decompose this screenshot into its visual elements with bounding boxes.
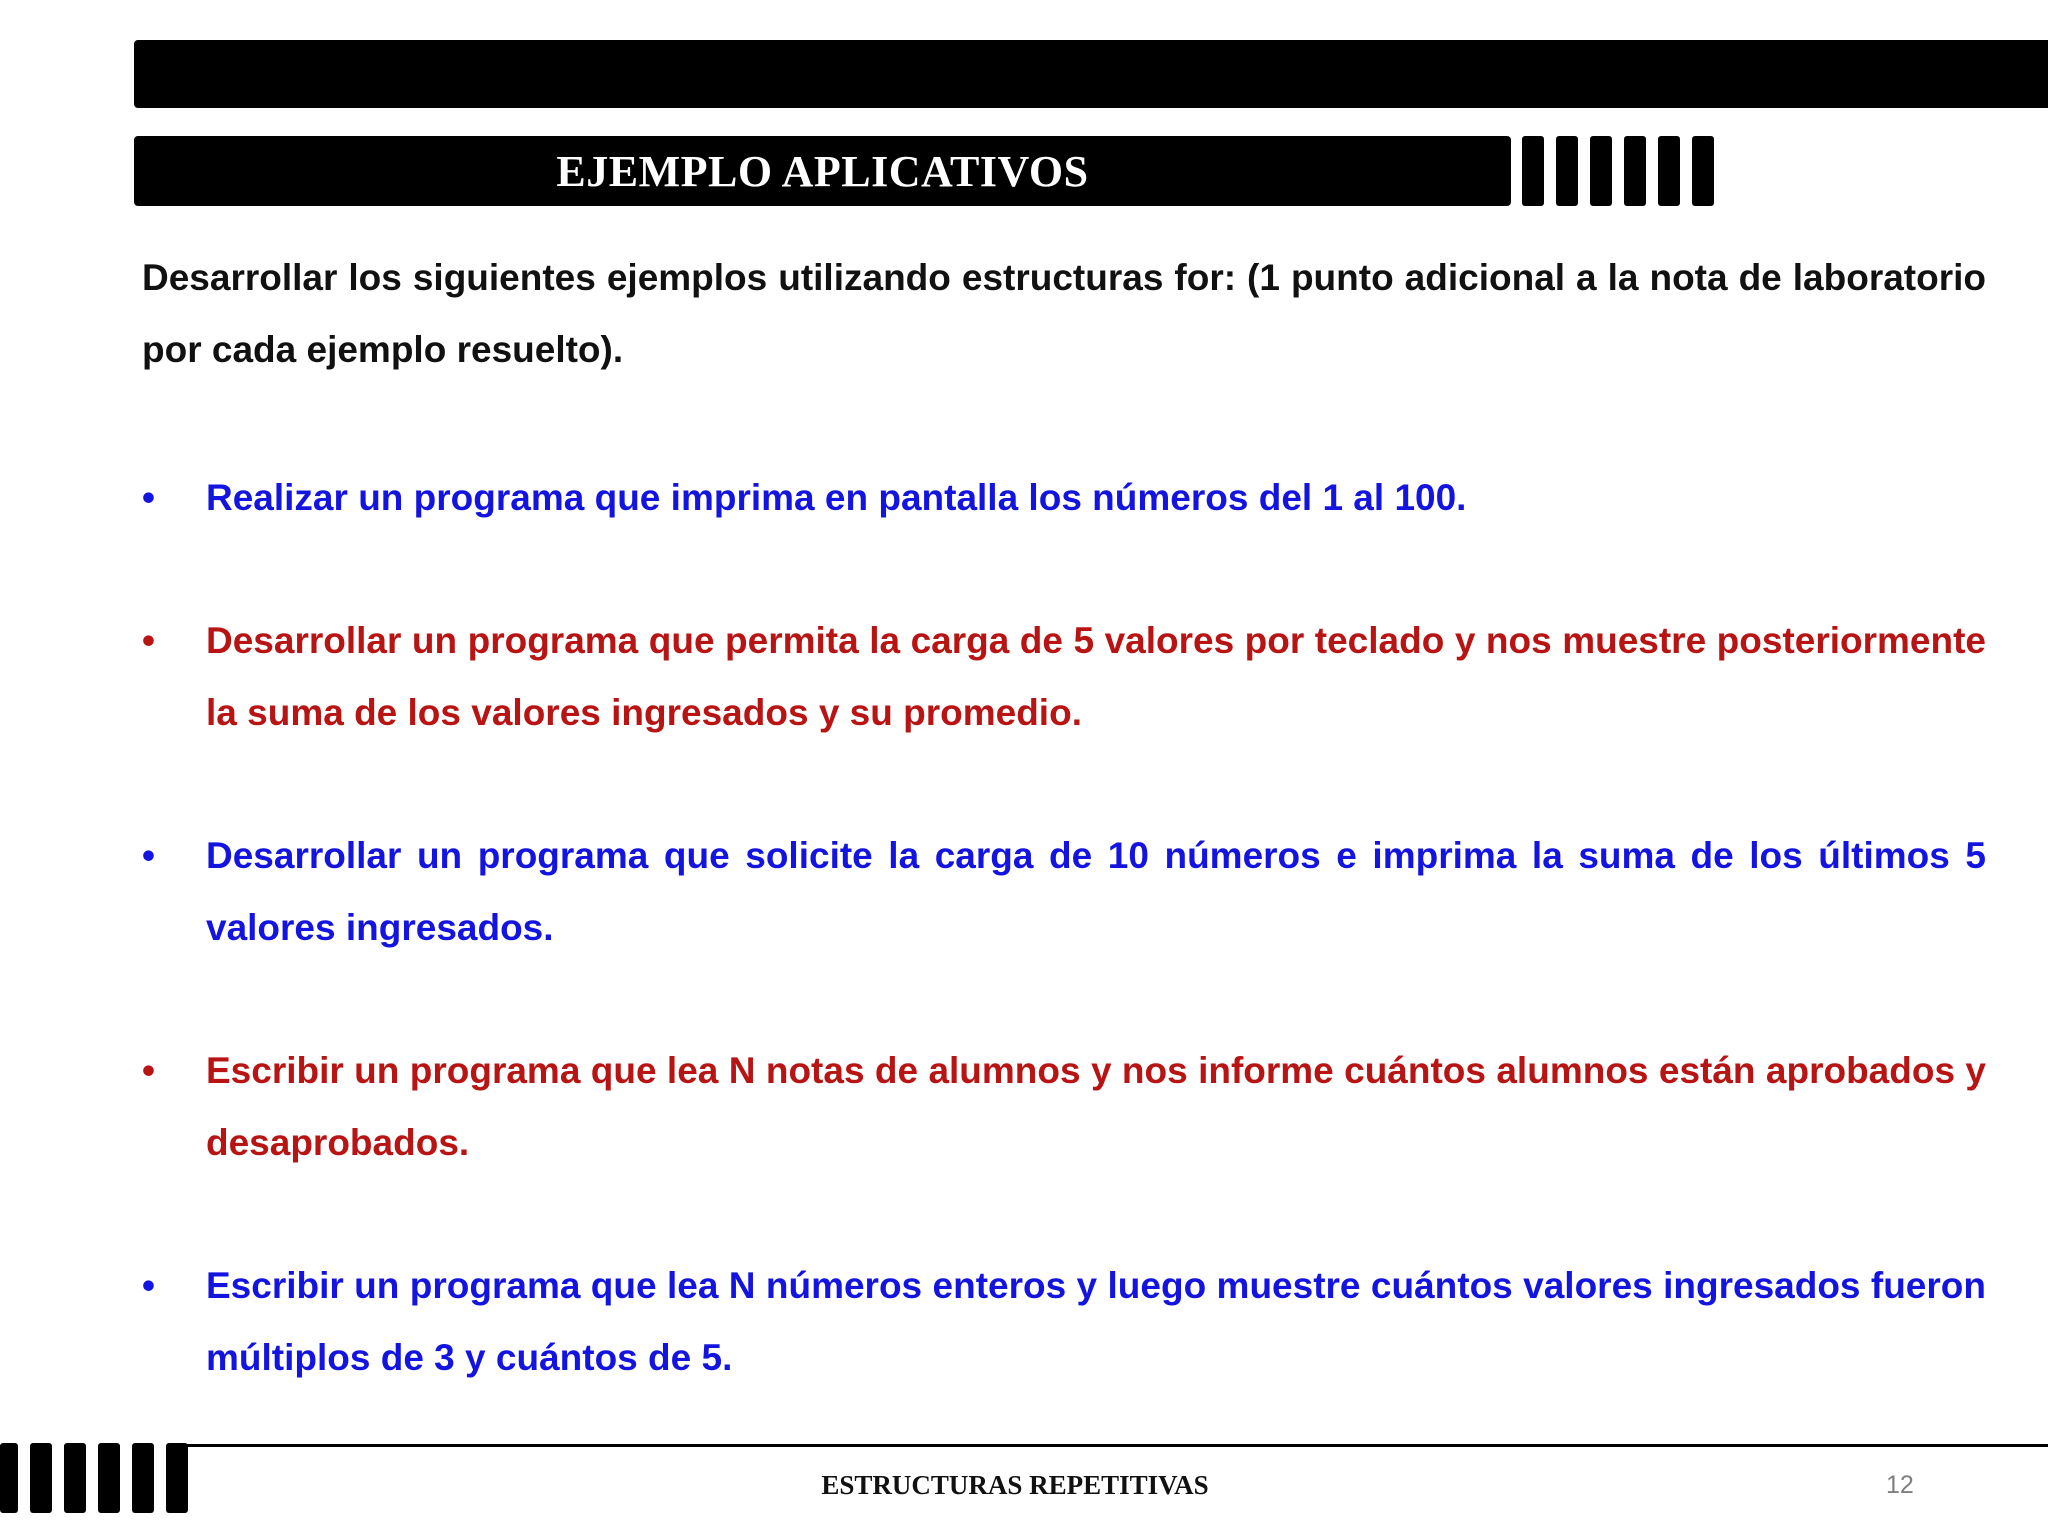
exercise-item-1 bbox=[142, 462, 1986, 534]
title-banner bbox=[134, 136, 1511, 206]
intro-paragraph: Desarrollar los siguientes ejemplos utilizando estructuras for: (1 punto adicional a la nota de laboratorio por cada ejemplo resuelto). bbox=[142, 257, 1986, 370]
footer-label-text: ESTRUCTURAS REPETITIVAS bbox=[821, 1470, 1209, 1500]
exercise-text: Desarrollar un programa que permita la carga de 5 valores por teclado y nos muestre posteriormente la suma de los valores ingresados y su promedio. bbox=[206, 620, 1986, 733]
stripe bbox=[1522, 136, 1544, 206]
bullet-icon: • bbox=[142, 620, 155, 661]
bullet-icon: • bbox=[142, 477, 155, 518]
exercise-item-4 bbox=[142, 1035, 1986, 1179]
slide-title: EJEMPLO APLICATIVOS bbox=[556, 146, 1089, 196]
stripe bbox=[1624, 136, 1646, 206]
stripe bbox=[1658, 136, 1680, 206]
stripe bbox=[1692, 136, 1714, 206]
bullet-icon: • bbox=[142, 1050, 155, 1091]
exercise-text: Escribir un programa que lea N números enteros y luego muestre cuántos valores ingresados fueron múltiplos de 3 y cuántos de 5. bbox=[206, 1265, 1986, 1378]
footer-divider bbox=[185, 1444, 2048, 1447]
header-stripes-decoration bbox=[1522, 136, 1714, 206]
exercise-text: Desarrollar un programa que solicite la carga de 10 números e imprima la suma de los últimos 5 valores ingresados. bbox=[206, 835, 1986, 948]
page-number: 12 bbox=[1886, 1471, 1914, 1499]
exercise-text: Realizar un programa que imprima en pantalla los números del 1 al 100. bbox=[206, 477, 1467, 518]
header-top-bar bbox=[134, 40, 2048, 108]
exercise-item-5 bbox=[142, 1250, 1986, 1394]
exercise-item-2 bbox=[142, 605, 1986, 749]
bullet-icon: • bbox=[142, 835, 155, 876]
exercise-text: Escribir un programa que lea N notas de alumnos y nos informe cuántos alumnos están aprobados y desaprobados. bbox=[206, 1050, 1986, 1163]
stripe bbox=[1556, 136, 1578, 206]
exercise-item-3 bbox=[142, 820, 1986, 964]
bullet-icon: • bbox=[142, 1265, 155, 1306]
footer-label bbox=[0, 1470, 2048, 1501]
stripe bbox=[1590, 136, 1612, 206]
